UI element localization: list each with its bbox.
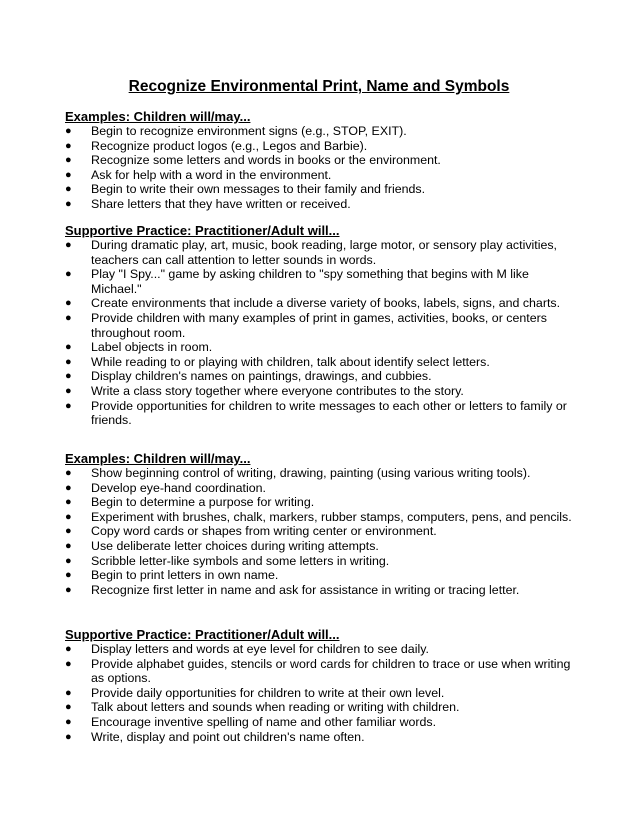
bullet-icon: ● xyxy=(65,125,72,137)
bullet-icon: ● xyxy=(65,139,72,152)
bullet-icon: ● xyxy=(65,715,72,728)
list-item: ● Develop eye-hand coordination. xyxy=(65,480,266,495)
list-item: ● Encourage inventive spelling of name and other familiar words. xyxy=(65,714,437,729)
bullet-icon: ● xyxy=(65,554,72,567)
list-item: ● Begin to recognize environment signs (e.g., STOP, EXIT). xyxy=(65,124,407,138)
list-item: ● Show beginning control of writing, drawing, painting (using various writing tools). xyxy=(65,466,531,480)
bullet-list xyxy=(63,466,573,597)
list-item: ● Recognize product logos (e.g., Legos and Barbie). xyxy=(65,138,368,153)
bullet-icon: ● xyxy=(65,239,72,251)
bullet-icon: ● xyxy=(65,197,72,210)
list-item: ● Display letters and words at eye level for children to see daily. xyxy=(65,642,429,656)
bullet-icon: ● xyxy=(65,384,72,397)
section-examples-2 xyxy=(63,451,573,597)
list-item: ● Scribble letter-like symbols and some letters in writing. xyxy=(65,553,390,568)
list-item: ● Share letters that they have written or received. xyxy=(65,196,351,211)
section-heading: Supportive Practice: Practitioner/Adult will... xyxy=(65,627,340,642)
section-heading: Examples: Children will/may... xyxy=(65,451,251,466)
page-title: Recognize Environmental Print, Name and Symbols xyxy=(128,78,510,95)
list-item: ● Create environments that include a diverse variety of books, labels, signs, and charts. xyxy=(65,296,561,311)
list-item: ● Label objects in room. xyxy=(65,340,213,355)
section-supportive-1 xyxy=(63,223,573,428)
list-item: ● Experiment with brushes, chalk, markers, rubber stamps, computers, pens, and pencils. xyxy=(65,509,572,524)
bullet-icon: ● xyxy=(65,657,72,670)
list-item: ● Ask for help with a word in the environment. xyxy=(65,167,332,182)
list-item: ● Display children's names on paintings, drawings, and cubbies. xyxy=(65,369,432,384)
list-item: ● Recognize first letter in name and ask for assistance in writing or tracing letter. xyxy=(65,582,520,597)
bullet-icon: ● xyxy=(65,539,72,552)
list-item: ● Provide opportunities for children to write messages to each other or letters to family or friends. xyxy=(65,398,567,428)
bullet-icon: ● xyxy=(65,525,72,538)
list-item: ● Provide daily opportunities for children to write at their own level. xyxy=(65,685,445,700)
section-heading: Examples: Children will/may... xyxy=(65,109,251,124)
bullet-list xyxy=(63,642,573,744)
bullet-icon: ● xyxy=(65,730,72,743)
list-item: ● Provide children with many examples of print in games, activities, books, or centers throughout room. xyxy=(65,310,547,340)
bullet-icon: ● xyxy=(65,701,72,714)
bullet-icon: ● xyxy=(65,168,72,181)
bullet-icon: ● xyxy=(65,510,72,523)
section-heading: Supportive Practice: Practitioner/Adult will... xyxy=(65,223,340,238)
bullet-icon: ● xyxy=(65,154,72,167)
section-examples-1 xyxy=(63,109,573,212)
bullet-icon: ● xyxy=(65,643,72,655)
bullet-icon: ● xyxy=(65,355,72,368)
list-item: ● Play "I Spy..." game by asking children to "spy something that begins with M like Michael." xyxy=(65,267,529,296)
bullet-icon: ● xyxy=(65,183,72,196)
bullet-icon: ● xyxy=(65,569,72,582)
bullet-icon: ● xyxy=(65,481,72,494)
list-item: ● Recognize some letters and words in books or the environment. xyxy=(65,153,441,168)
bullet-icon: ● xyxy=(65,311,72,324)
bullet-icon: ● xyxy=(65,467,72,479)
list-item: ● Provide alphabet guides, stencils or word cards for children to trace or use when writing as options. xyxy=(65,656,571,686)
list-item: ● Use deliberate letter choices during writing attempts. xyxy=(65,538,379,553)
section-supportive-2 xyxy=(63,627,573,744)
list-item: ● Write a class story together where everyone contributes to the story. xyxy=(65,383,464,398)
list-item: ● While reading to or playing with children, talk about identify select letters. xyxy=(65,354,490,369)
bullet-icon: ● xyxy=(65,686,72,699)
bullet-list xyxy=(63,124,573,212)
list-item: ● Begin to determine a purpose for writing. xyxy=(65,495,315,510)
bullet-icon: ● xyxy=(65,268,72,281)
list-item: ● Begin to write their own messages to their family and friends. xyxy=(65,182,426,197)
list-item: ● Begin to print letters in own name. xyxy=(65,568,279,583)
list-item: ● Talk about letters and sounds when reading or writing with children. xyxy=(65,700,460,715)
bullet-icon: ● xyxy=(65,496,72,509)
bullet-list xyxy=(63,238,573,428)
list-item: ● Write, display and point out children's name often. xyxy=(65,729,365,744)
list-item: ● During dramatic play, art, music, book reading, large motor, or sensory play activities, teachers can call attention to letter sounds in words. xyxy=(65,238,557,267)
bullet-icon: ● xyxy=(65,297,72,310)
bullet-icon: ● xyxy=(65,341,72,354)
list-item: ● Copy word cards or shapes from writing center or environment. xyxy=(65,524,437,539)
bullet-icon: ● xyxy=(65,583,72,596)
bullet-icon: ● xyxy=(65,399,72,412)
bullet-icon: ● xyxy=(65,370,72,383)
